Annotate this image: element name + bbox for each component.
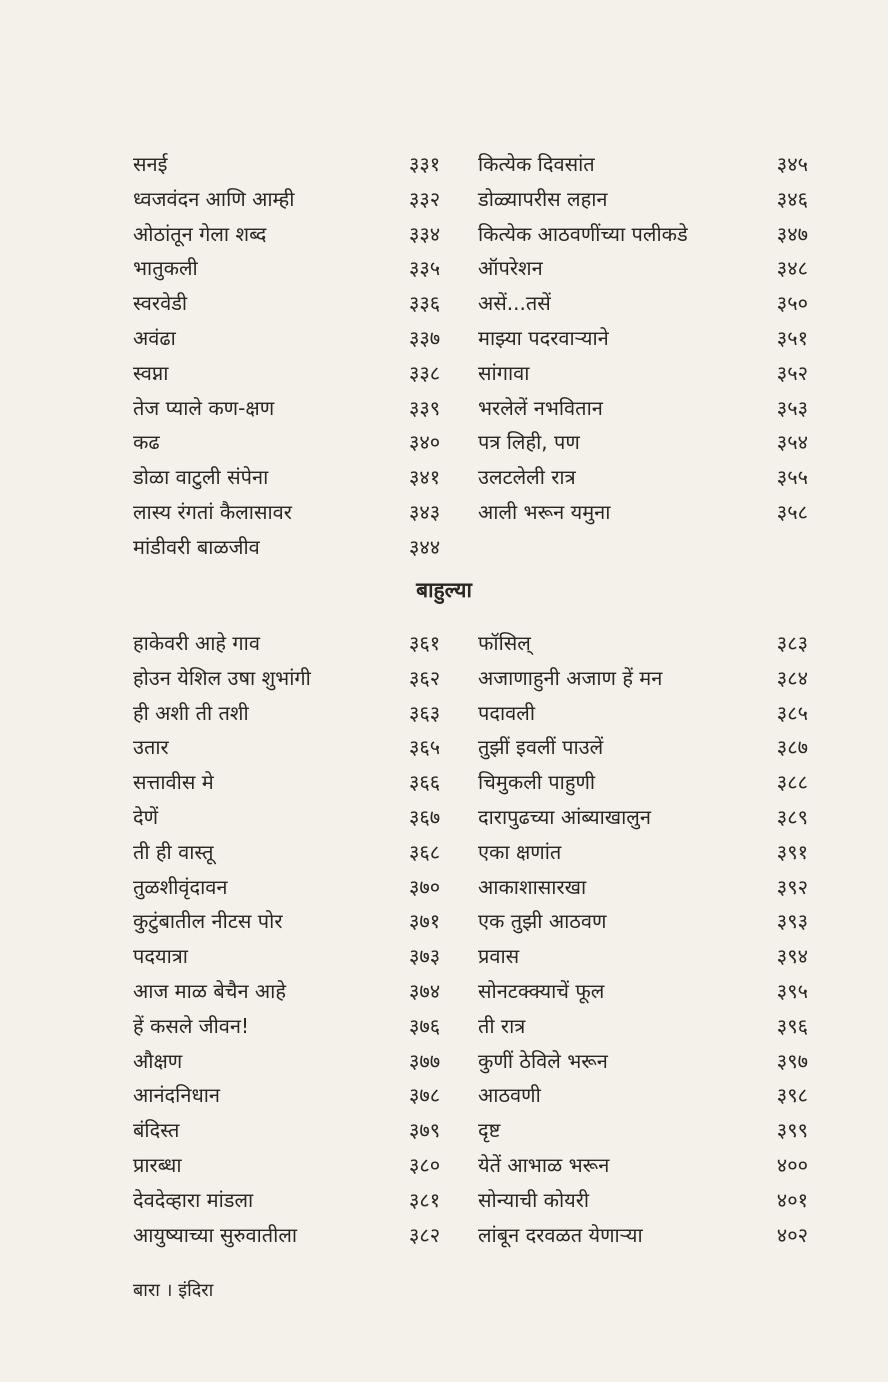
toc-left-page: ३७७	[409, 1048, 441, 1073]
toc-row	[0, 147, 888, 181]
toc-right-title: पदावली	[478, 700, 536, 725]
toc-right-page: ३८३	[776, 631, 808, 655]
toc-right-title: प्रवास	[478, 944, 520, 969]
toc-left-title: आज माळ बेचैन आहे	[133, 979, 286, 1003]
toc-left-title: कुटुंबातील नीटस पोर	[133, 909, 283, 934]
toc-row	[0, 904, 888, 938]
toc-row	[0, 835, 888, 869]
toc-right-title: असें...तसें	[478, 291, 551, 316]
toc-right-title: आली भरून यमुना	[478, 500, 611, 524]
toc-left-page: ३३८	[409, 360, 441, 385]
toc-right-page: ३९१	[776, 839, 808, 864]
toc-row	[0, 1218, 888, 1252]
toc-left-title: प्रारब्धा	[133, 1153, 182, 1177]
toc-left-title: उतार	[133, 735, 169, 760]
toc-left-page: ३७९	[409, 1118, 441, 1143]
toc-right-page: ३९५	[776, 979, 808, 1003]
toc-right-title: अजाणाहुनी अजाण हें मन	[478, 665, 663, 690]
toc-right-page: ३४७	[776, 221, 808, 246]
toc-right-page: ३९४	[776, 944, 808, 969]
toc-row	[0, 321, 888, 355]
toc-left-page: ३४०	[409, 430, 441, 455]
toc-left-page: ३३२	[409, 186, 441, 211]
toc-left-page: ३७३	[409, 944, 441, 969]
toc-row	[0, 1183, 888, 1217]
toc-right-page: ३५८	[776, 500, 808, 524]
toc-right-page: ३५२	[776, 360, 808, 385]
toc-left-title: ओठांतून गेला शब्द	[133, 221, 267, 246]
toc-right-title: डोळ्यापरीस लहान	[478, 186, 608, 211]
toc-left-page: ३६७	[409, 805, 441, 829]
toc-right-title: सोनटक्क्याचें फूल	[478, 979, 605, 1003]
toc-left-page: ३७४	[409, 979, 441, 1003]
toc-right-title: तुझीं इवलीं पाउलें	[478, 735, 604, 760]
toc-right-page: ३९२	[776, 874, 808, 899]
toc-right-title: लांबून दरवळत येणाऱ्या	[478, 1222, 643, 1247]
toc-right-page: ३४६	[776, 186, 808, 211]
toc-right-page: ३८५	[776, 700, 808, 725]
toc-left-page: ३३९	[409, 395, 441, 420]
toc-left-title: लास्य रंगतां कैलासावर	[133, 500, 292, 524]
toc-right-title: दारापुढच्या आंब्याखालुन	[478, 805, 651, 829]
toc-right-page: ३९७	[776, 1048, 808, 1073]
toc-right-page: ३४८	[776, 256, 808, 281]
toc-right-page: ३८७	[776, 735, 808, 760]
toc-right-page: ३५१	[776, 326, 808, 350]
toc-row	[0, 765, 888, 799]
toc-right-title: आकाशासारखा	[478, 874, 587, 899]
toc-left-page: ३३७	[409, 326, 441, 350]
toc-right-title: येतें आभाळ भरून	[478, 1153, 610, 1177]
toc-left-page: ३६२	[409, 665, 441, 690]
toc-row	[0, 217, 888, 251]
toc-right-page: ४०२	[776, 1222, 808, 1247]
toc-left-page: ३६१	[409, 631, 441, 655]
toc-right-page: ३५४	[776, 430, 808, 455]
page-footer: बारा । इंदिरा	[133, 1280, 214, 1301]
toc-left-page: ३३६	[409, 291, 441, 316]
toc-right-title: सांगावा	[478, 360, 530, 385]
toc-left-page: ३४१	[409, 465, 441, 490]
toc-left-title: होउन येशिल उषा शुभांगी	[133, 665, 311, 690]
toc-left-page: ३८२	[409, 1222, 441, 1247]
toc-left-title: हें कसले जीवन!	[133, 1013, 250, 1038]
toc-left-page: ३४३	[409, 500, 441, 524]
toc-right-title: माझ्या पदरवाऱ्याने	[478, 326, 609, 350]
toc-right-page: ३४५	[776, 152, 808, 176]
toc-row	[0, 182, 888, 216]
toc-left-title: मांडीवरी बाळजीव	[133, 534, 260, 559]
toc-row	[0, 251, 888, 285]
toc-left-page: ३८१	[409, 1187, 441, 1212]
toc-left-page: ३६६	[409, 770, 441, 795]
toc-left-title: सत्तावीस मे	[133, 770, 214, 795]
toc-row	[0, 356, 888, 390]
toc-row	[0, 939, 888, 973]
toc-right-page: ३५५	[776, 465, 808, 490]
toc-right-page: ३९८	[776, 1083, 808, 1108]
toc-left-title: तुळशीवृंदावन	[133, 874, 228, 899]
toc-right-title: पत्र लिही, पण	[478, 430, 580, 455]
toc-right-page: ३८४	[776, 665, 808, 690]
toc-left-title: सनई	[133, 152, 168, 176]
section-heading: बाहुल्या	[416, 578, 472, 602]
toc-right-title: ऑपरेशन	[478, 256, 543, 281]
toc-right-page: ३९६	[776, 1013, 808, 1038]
toc-row	[0, 730, 888, 764]
toc-right-title: उलटलेली रात्र	[478, 465, 576, 490]
toc-left-title: देवदेव्हारा मांडला	[133, 1187, 254, 1212]
toc-left-title: आनंदनिधान	[133, 1083, 221, 1108]
toc-left-title: तेज प्याले कण-क्षण	[133, 395, 275, 420]
toc-left-title: हाकेवरी आहे गाव	[133, 631, 260, 655]
toc-right-title: कुणीं ठेविले भरून	[478, 1048, 608, 1073]
toc-left-title: स्वप्ना	[133, 360, 169, 385]
toc-left-page: ३३४	[409, 221, 441, 246]
toc-right-title: दृष्ट	[478, 1118, 501, 1143]
toc-row	[0, 800, 888, 834]
toc-left-title: भातुकली	[133, 256, 198, 281]
toc-row	[0, 495, 888, 529]
toc-row	[0, 530, 888, 564]
toc-row	[0, 425, 888, 459]
toc-right-title: कित्येक आठवणींच्या पलीकडे	[478, 221, 688, 246]
toc-row	[0, 696, 888, 730]
toc-right-page: ४००	[776, 1153, 808, 1177]
toc-left-page: ३७६	[409, 1013, 441, 1038]
toc-left-title: अवंढा	[133, 326, 176, 350]
toc-left-title: डोळा वाटुली संपेना	[133, 465, 269, 490]
toc-row	[0, 391, 888, 425]
toc-right-page: ३८८	[776, 770, 808, 795]
toc-row	[0, 1009, 888, 1043]
toc-right-page: ३५३	[776, 395, 808, 420]
toc-row	[0, 1078, 888, 1112]
toc-left-title: पदयात्रा	[133, 944, 188, 969]
toc-left-title: औक्षण	[133, 1048, 183, 1073]
toc-right-title: चिमुकली पाहुणी	[478, 770, 596, 795]
toc-right-title: आठवणी	[478, 1083, 541, 1108]
toc-row	[0, 1044, 888, 1078]
toc-right-title: सोन्याची कोयरी	[478, 1187, 590, 1212]
toc-row	[0, 1148, 888, 1182]
toc-left-title: देणें	[133, 805, 159, 829]
toc-right-title: एक तुझी आठवण	[478, 909, 607, 934]
toc-row	[0, 870, 888, 904]
toc-row	[0, 1113, 888, 1147]
toc-right-page: ३९९	[776, 1118, 808, 1143]
toc-right-page: ४०१	[776, 1187, 808, 1212]
toc-right-page: ३८९	[776, 805, 808, 829]
toc-left-page: ३७१	[409, 909, 441, 934]
toc-left-title: ती ही वास्तू	[133, 839, 214, 864]
toc-right-title: ती रात्र	[478, 1013, 526, 1038]
toc-left-page: ३३५	[409, 256, 441, 281]
toc-left-page: ३७८	[409, 1083, 441, 1108]
toc-row	[0, 460, 888, 494]
toc-left-page: ३६८	[409, 839, 441, 864]
toc-row	[0, 974, 888, 1008]
toc-row	[0, 626, 888, 660]
toc-right-title: कित्येक दिवसांत	[478, 152, 595, 176]
toc-left-page: ३८०	[409, 1153, 441, 1177]
toc-left-title: स्वरवेडी	[133, 291, 188, 316]
toc-left-title: ही अशी ती तशी	[133, 700, 249, 725]
toc-left-title: कढ	[133, 430, 160, 455]
toc-right-page: ३५०	[776, 291, 808, 316]
toc-left-page: ३६३	[409, 700, 441, 725]
toc-right-page: ३९३	[776, 909, 808, 934]
toc-left-title: आयुष्याच्या सुरुवातीला	[133, 1222, 298, 1247]
toc-row	[0, 661, 888, 695]
toc-left-page: ३७०	[409, 874, 441, 899]
toc-left-page: ३४४	[409, 534, 441, 559]
toc-left-title: बंदिस्त	[133, 1118, 180, 1143]
toc-left-page: ३३१	[409, 152, 441, 176]
toc-right-title: भरलेलें नभवितान	[478, 395, 603, 420]
toc-left-page: ३६५	[409, 735, 441, 760]
toc-right-title: एका क्षणांत	[478, 839, 562, 864]
toc-left-title: ध्वजवंदन आणि आम्ही	[133, 186, 295, 211]
toc-right-title: फॉसिल्	[478, 631, 531, 655]
toc-row	[0, 286, 888, 320]
